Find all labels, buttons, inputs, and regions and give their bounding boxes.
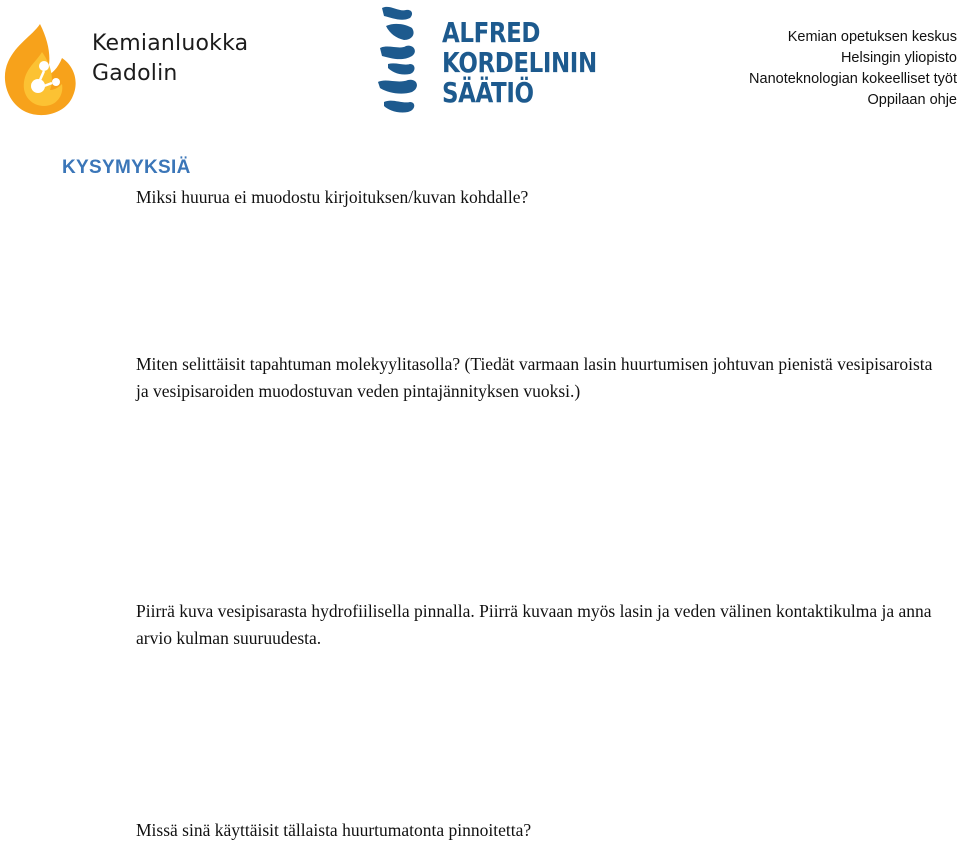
kordelin-line3: SÄÄTIÖ	[442, 76, 534, 109]
section-title: KYSYMYKSIÄ	[62, 157, 191, 178]
question-1: Miksi huurua ei muodostu kirjoituksen/kuvan kohdalle?	[136, 187, 529, 207]
gadolin-line2: Gadolin	[92, 61, 178, 86]
gadolin-flame-icon	[2, 22, 82, 122]
header-line-doctype: Oppilaan ohje	[867, 92, 957, 108]
question-2: Miten selittäisit tapahtuman molekyylitasolla? (Tiedät varmaan lasin huurtumisen johtuvan pienistä vesipisaroista ja vesipisaroiden muodostuvan veden pintajännityksen vuoksi.)	[136, 354, 933, 401]
header-line-course: Nanoteknologian kokeelliset työt	[749, 71, 957, 87]
gadolin-line1: Kemianluokka	[92, 31, 249, 56]
question-3: Piirrä kuva vesipisarasta hydrofiilisella pinnalla. Piirrä kuvaan myös lasin ja veden välinen kontaktikulma ja anna arvio kulman suuruudesta.	[136, 601, 932, 648]
gadolin-logo-text	[92, 29, 248, 89]
kordelin-line2: KORDELININ	[442, 46, 597, 79]
kordelin-logo-text	[442, 18, 597, 108]
header-line-center: Kemian opetuksen keskus	[787, 29, 957, 45]
header-line-university: Helsingin yliopisto	[840, 50, 957, 66]
question-4: Missä sinä käyttäisit tällaista huurtumatonta pinnoitetta?	[136, 820, 532, 840]
kordelin-portrait-icon	[376, 4, 438, 120]
header-info	[749, 27, 957, 111]
kordelin-line1: ALFRED	[442, 16, 541, 49]
